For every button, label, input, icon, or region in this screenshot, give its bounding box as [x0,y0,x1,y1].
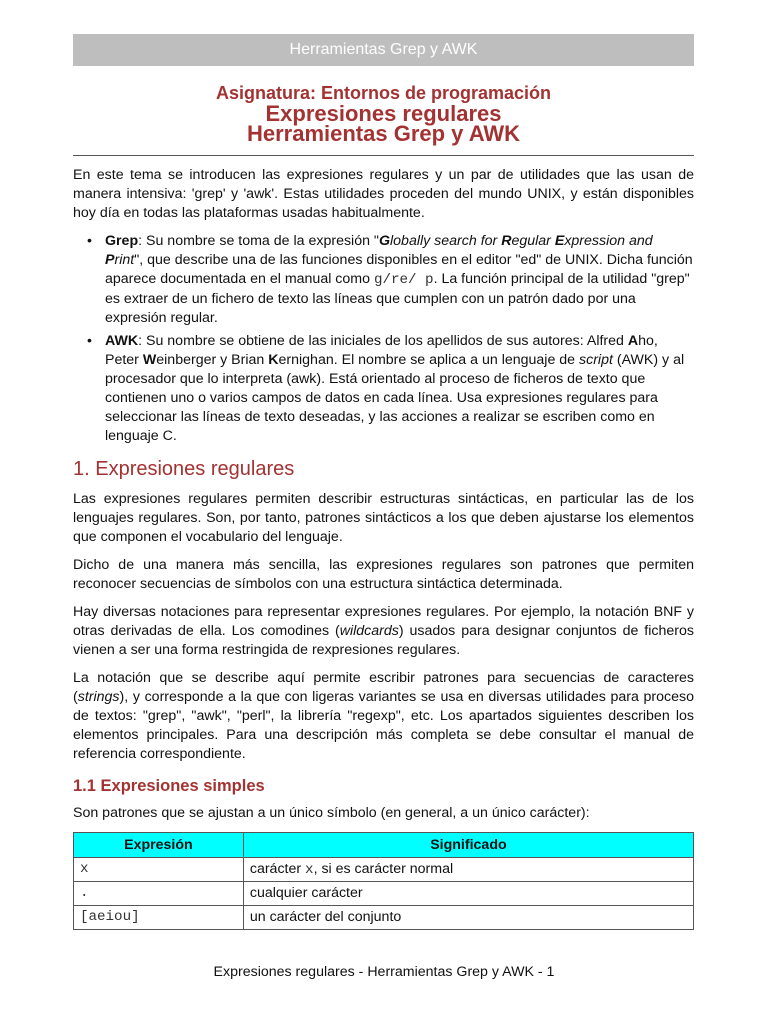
awk-word-k: ernighan. El nombre se aplica a un lenguaje de [278,352,580,368]
grep-code: g/re/ p [373,272,434,288]
grep-letter-e: E [554,233,565,249]
table-cell-meaning: un carácter del conjunto [243,906,693,930]
section-1-paragraph-3 [73,603,694,660]
table-cell-expr: x [74,858,244,882]
grep-text-2: ", que describe una de las funciones disponibles en el editor "ed" de UNIX. Dicha función aparece documentada en el manual como [105,252,693,287]
section-1-heading: 1. Expresiones regulares [73,458,295,480]
p4-text-b: ), y corresponde a la que con ligeras variantes se usa en diversas utilidades para proceso de textos: "grep", "awk", "perl", la librería "regexp", etc. Los apartados siguientes describen los elementos principales. Para una descripción más completa se debe consultar el manual de referencia correspondiente. [73,689,694,762]
awk-text-2: (AWK) y al procesador que lo interpreta (awk). Está orientado al proceso de ficheros de texto que contienen uno o varios campos de datos en cada línea. Usa expresiones regulares para seleccionar las líneas de texto deseadas, y las acciones a realizar se escriben como en lenguaje C. [105,352,685,444]
p3-text-b: ) usados para designar conjuntos de ficheros vienen a ser una forma restringida de rexpresiones regulares. [73,623,694,658]
p3-text-a: Hay diversas notaciones para representar expresiones regulares. Por ejemplo, la notación BNF y otras derivadas de ella. Los comodines ( [73,604,694,639]
table-row [74,858,694,882]
document-body [73,166,694,930]
subject-title: Asignatura: Entornos de programación [215,83,552,103]
table-header-meaning: Significado [243,833,693,858]
awk-script-term: script [579,352,613,368]
table-cell-expr: [aeiou] [74,906,244,930]
grep-name: Grep [105,233,139,249]
tools-list [73,232,694,446]
grep-letter-g: G [378,233,391,249]
p3-emphasis: wildcards [339,623,399,639]
awk-letter-w: W [142,352,157,368]
bullet-marker: • [87,233,92,249]
simple-expressions-table [73,832,694,930]
grep-word-e: xpression and [564,233,653,249]
title-divider [73,155,694,156]
grep-letter-p: P [105,252,115,268]
page-footer: Expresiones regulares - Herramientas Grep y AWK - 1 [213,964,555,980]
table-header-expr: Expresión [74,833,244,858]
title-block [73,82,694,144]
section-1-1-paragraph: Son patrones que se ajustan a un único símbolo (en general, a un único carácter): [73,805,590,821]
p4-text-a: La notación que se describe aquí permite escribir patrones para secuencias de caracteres ( [73,670,694,705]
section-1-paragraph-4 [73,669,694,764]
topic-title-line2: Herramientas Grep y AWK [246,121,521,146]
table-cell-meaning [243,858,693,882]
grep-letter-r: R [501,233,512,249]
section-1-paragraph-2: Dicho de una manera más sencilla, las expresiones regulares son patrones que permiten reconocer secuencias de símbolos con una estructura sintáctica determinada. [73,557,694,592]
grep-word-p: rint [114,252,135,268]
awk-word-w: einberger y Brian [156,352,269,368]
section-1-1-heading: 1.1 Expresiones simples [73,777,265,795]
awk-letter-k: K [268,352,279,368]
table-cell-meaning: cualquier carácter [243,882,693,906]
intro-paragraph: En este tema se introducen las expresiones regulares y un par de utilidades que las usan de manera intensiva: 'grep' y 'awk'. Estas utilidades proceden del mundo UNIX, y están disponibles hoy día en todas las plataformas usadas habitualmente. [73,167,694,221]
grep-word-r: egular [511,233,555,249]
grep-text-1: : Su nombre se toma de la expresión " [138,233,379,249]
table-row [74,882,694,906]
table-header-row [74,833,694,858]
topic-title-line1: Expresiones regulares [265,101,502,126]
running-header: Herramientas Grep y AWK [73,34,694,66]
awk-name: AWK [105,333,139,349]
p4-emphasis: strings [77,689,120,705]
meaning-code: x [305,861,314,878]
table-cell-expr: . [74,882,244,906]
awk-text-1: : Su nombre se obtiene de las iniciales de los apellidos de sus autores: Alfred [138,333,628,349]
section-1-paragraph-1: Las expresiones regulares permiten describir estructuras sintácticas, en particular las de los lenguajes regulares. Son, por tanto, patrones sintácticos a los que deben ajustarse los elementos que componen el vocabulario del lenguaje. [73,491,694,545]
meaning-text-b: , si es carácter normal [313,860,454,877]
grep-text-3: . La función principal de la utilidad "grep" es extraer de un fichero de texto las líneas que cumplen con un patrón dado por una expresión regular. [105,271,690,326]
awk-word-a: ho, Peter [105,333,658,368]
meaning-text-a: carácter [249,860,306,877]
table-row [74,906,694,930]
awk-letter-a: A [627,333,639,349]
bullet-marker: • [87,333,92,349]
list-item-awk [73,332,694,446]
list-item-grep [73,232,694,328]
grep-word-g: lobally search for [390,233,502,249]
